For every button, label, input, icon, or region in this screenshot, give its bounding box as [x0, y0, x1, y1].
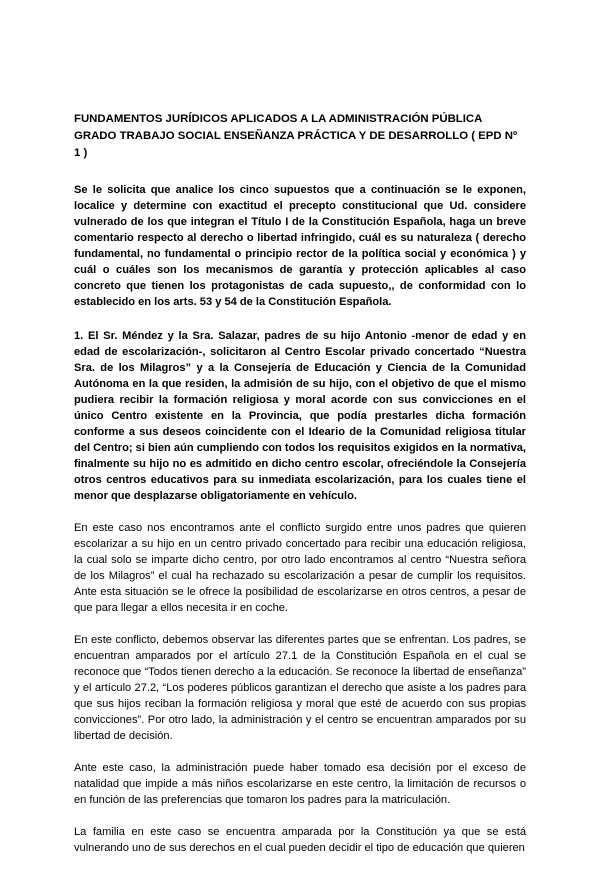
body-paragraph-2: En este conflicto, debemos observar las diferentes partes que se enfrentan. Los padres, se encuentran amparados por el artículo 27.1 de la Constitución Española en el cual se reconoce que “Todos tienen derecho a la educación. Se reconoce la libertad de enseñanza” y el artículo 27.2, “Los poderes públicos garantizan el derecho que asiste a los padres para que sus hijos reciban la formación religiosa y moral que esté de acuerdo con sus propias convicciones”. Por otro lado, la administración y el centro se encuentran amparados por su libertad de decisión. — [74, 634, 526, 742]
case-1-paragraph: 1. El Sr. Méndez y la Sra. Salazar, padres de su hijo Antonio -menor de edad y en edad de escolarización-, solicitaron al Centro Escolar privado concertado “Nuestra Sra. de los Milagros” y a la Consejería de Educación y Ciencia de la Comunidad Autónoma en la que residen, la admisión de su hijo, con el objetivo de que el mismo pudiera recibir la formación religiosa y moral acorde con sus convicciones en el único Centro existente en la Provincia, que podía prestarles dicha formación conforme a sus deseos coincidente con el Ideario de la Comunidad religiosa titular del Centro; si bien aún cumpliendo con todos los requisitos exigidos en la normativa, finalmente su hijo no es admitido en dicho centro escolar, ofreciéndole la Consejería otros centros educativos para su inmediata escolarización, para los cuales tiene el menor que desplazarse obligatoriamente en vehículo. — [74, 330, 526, 502]
intro-paragraph: Se le solicita que analice los cinco supuestos que a continuación se le exponen, localice y determine con exactitud el precepto constitucional que Ud. considere vulnerado de los que integran el Título I de la Constitución Española, haga un breve comentario respecto al derecho o libertad infringido, cuál es su naturaleza ( derecho fundamental, no fundamental o principio rector de la política social y económica ) y cuál o cuáles son los mecanismos de garantía y protección aplicables al caso concreto que tienen los protagonistas de cada supuesto,, de conformidad con lo establecido en los arts. 53 y 54 de la Constitución Española. — [74, 184, 526, 308]
body-paragraph-4: La familia en este caso se encuentra amparada por la Constitución ya que se está vulnerando uno de sus derechos en el cual pueden decidir el tipo de educación que quieren — [74, 826, 526, 854]
document-content — [74, 111, 526, 872]
body-paragraph-1: En este caso nos encontramos ante el conflicto surgido entre unos padres que quieren escolarizar a su hijo en un centro privado concertado para recibir una educación religiosa, la cual solo se imparte dicho centro, por otro lado encontramos al centro “Nuestra señora de los Milagros” el cual ha rechazado su escolarización a pesar de cumplir los requisitos. Ante esta situación se le ofrece la posibilidad de escolarizarse en otros centros, a pesar de que para llegar a ellos necesita ir en coche. — [74, 522, 526, 614]
body-paragraph-3: Ante este caso, la administración puede haber tomado esa decisión por el exceso de natalidad que impide a más niños escolarizarse en este centro, la limitación de recursos o en función de las preferencias que tomaron los padres para la matriculación. — [74, 762, 526, 806]
document-title: FUNDAMENTOS JURÍDICOS APLICADOS A LA ADMINISTRACIÓN PÚBLICA GRADO TRABAJO SOCIAL ENSEÑANZA PRÁCTICA Y DE DESARROLLO ( EPD Nº 1 ) — [74, 113, 518, 159]
